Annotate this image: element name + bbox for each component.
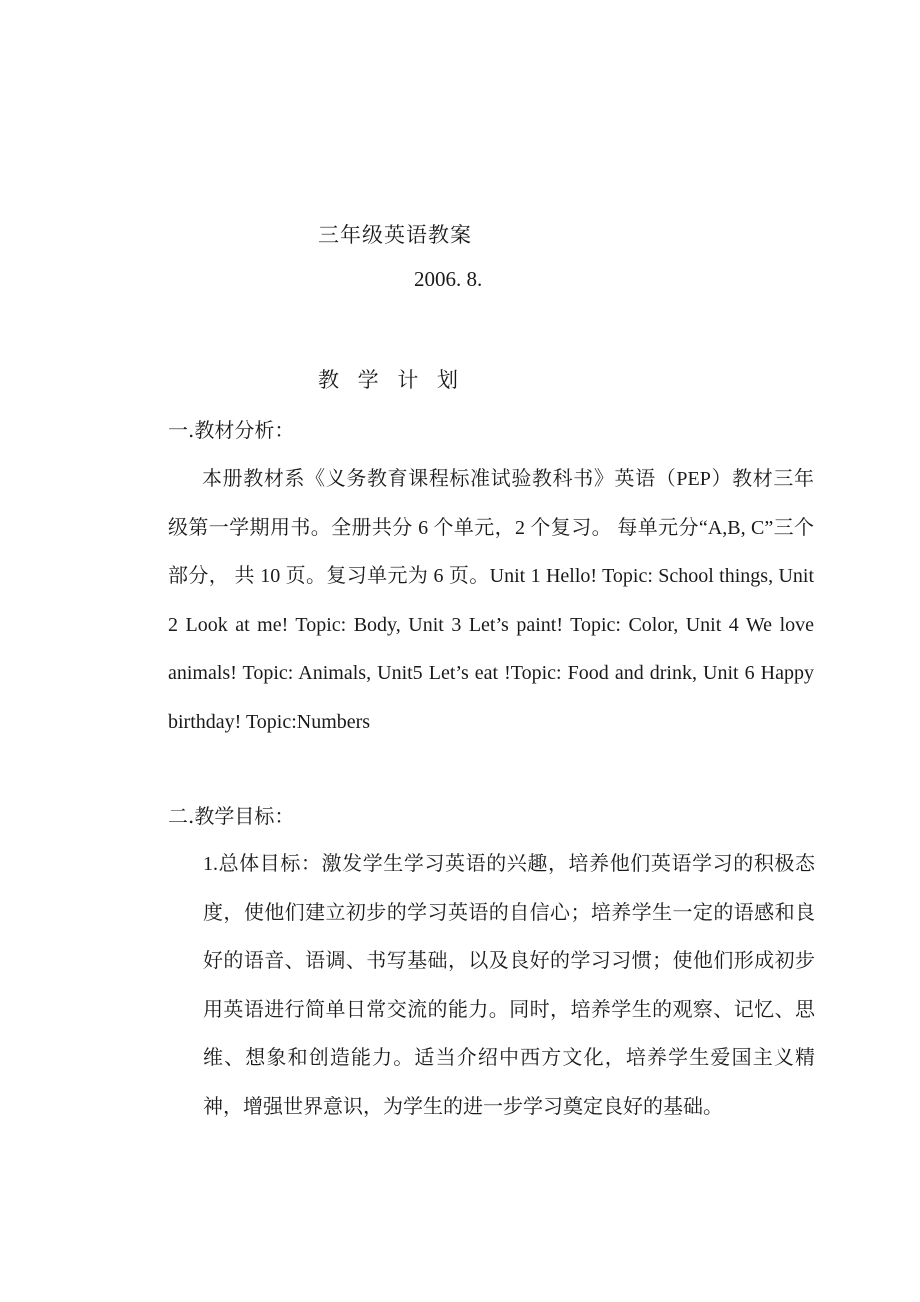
document-title: 三年级英语教案 bbox=[318, 223, 472, 247]
section-heading-materials: 一.教材分析： bbox=[168, 418, 295, 442]
document-subtitle: 教 学 计 划 bbox=[318, 368, 459, 392]
document-date: 2006. 8. bbox=[414, 267, 483, 291]
section-body-goals: 1.总体目标：激发学生学习英语的兴趣，培养他们英语学习的积极态度，使他们建立初步的学习英语的自信心；培养学生一定的语感和良好的语音、语调、书写基础，以及良好的学习习惯；使他们形成初步用英语进行简单日常交流的能力。同时，培养学生的观察、记忆、思维、想象和创造能力。适当介绍中西方文化，培养学生爱国主义精神，增强世界意识，为学生的进一步学习奠定良好的基础。 bbox=[203, 853, 815, 1118]
section-heading-goals: 二.教学目标： bbox=[168, 804, 295, 828]
section-body-materials: 本册教材系《义务教育课程标准试验教科书》英语（PEP）教材三年级第一学期用书。全册共分 6 个单元，2 个复习。 每单元分“A,B, C”三个部分， 共 10 页。复习单元为 6 页。Unit 1 Hello! Topic: School things, Unit 2 Look at me! Topic: Body, Unit 3 Let’s paint! Topic: Color, Unit 4 We love animals! Topic: Animals, Unit5 Let’s eat !Topic: Food and drink, Unit 6 Happy birthday! Topic:Numbers bbox=[168, 468, 814, 733]
